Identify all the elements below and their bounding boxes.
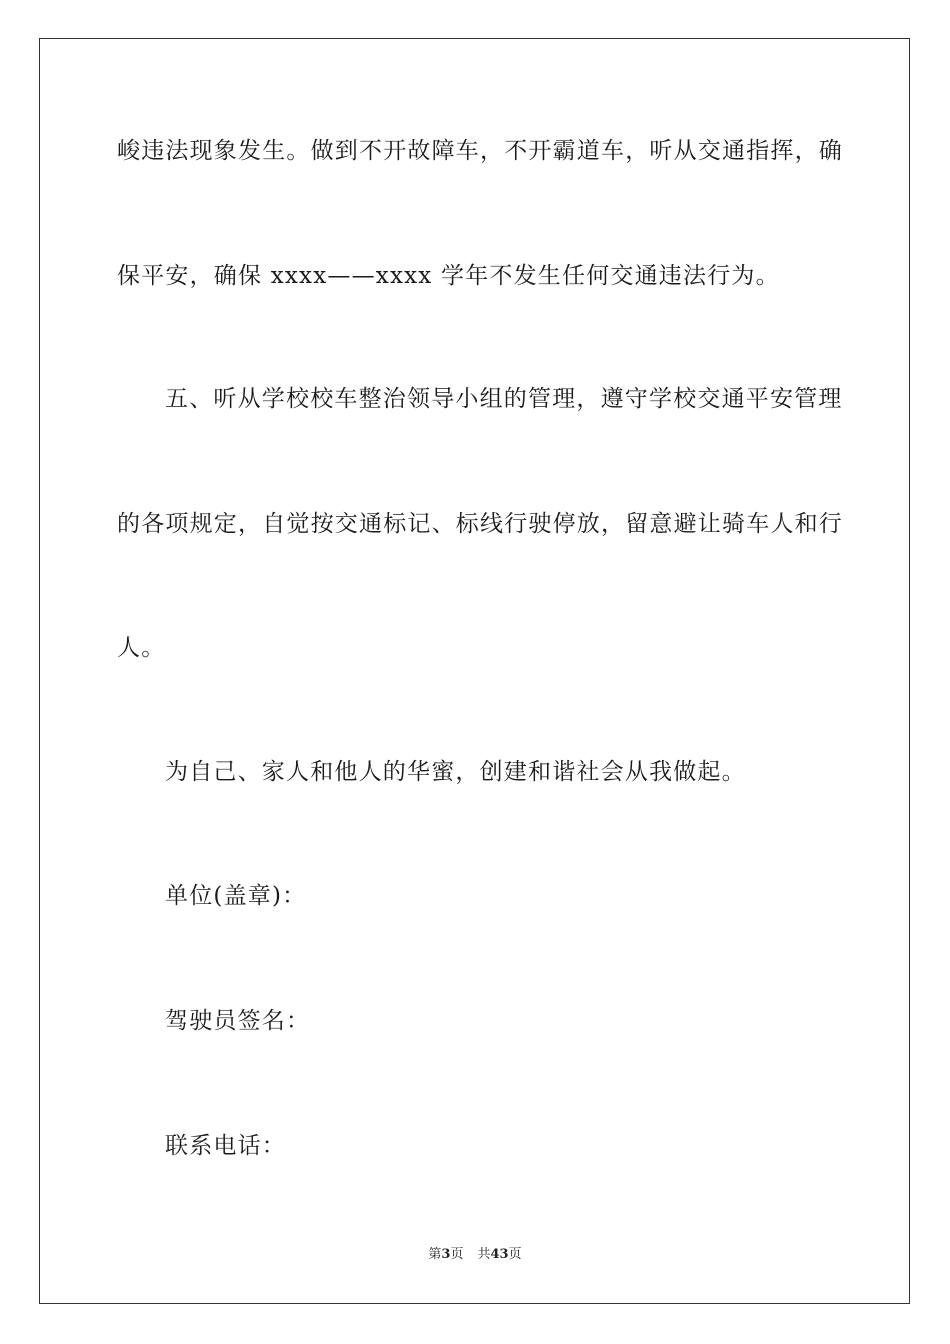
paragraph-five-line-3: 人。 (117, 635, 166, 661)
driver-signature-label: 驾驶员签名： (165, 1008, 311, 1034)
unit-seal-label: 单位(盖章)： (165, 883, 307, 909)
footer-page-prefix: 第 (428, 1247, 442, 1262)
footer-page-current: 3 (441, 1247, 451, 1262)
page-border (39, 38, 910, 1304)
footer-total-prefix: 共 (477, 1247, 491, 1262)
footer-page-total: 43 (490, 1247, 509, 1262)
contact-phone-label: 联系电话： (165, 1133, 286, 1159)
paragraph-five-line-2: 的各项规定，自觉按交通标记、标线行驶停放，留意避让骑车人和行 (117, 511, 843, 537)
closing-statement: 为自己、家人和他人的华蜜，创建和谐社会从我做起。 (165, 759, 746, 785)
footer-page-suffix: 页 (450, 1247, 464, 1262)
paragraph-five-line-1: 五、听从学校校车整治领导小组的管理，遵守学校交通平安管理 (165, 386, 843, 412)
body-line-1: 峻违法现象发生。做到不开故障车，不开霸道车，听从交通指挥，确 (117, 138, 843, 164)
page-footer (0, 1246, 950, 1264)
body-line-2: 保平安，确保 xxxx——xxxx 学年不发生任何交通违法行为。 (117, 263, 780, 289)
footer-total-suffix: 页 (508, 1247, 522, 1262)
